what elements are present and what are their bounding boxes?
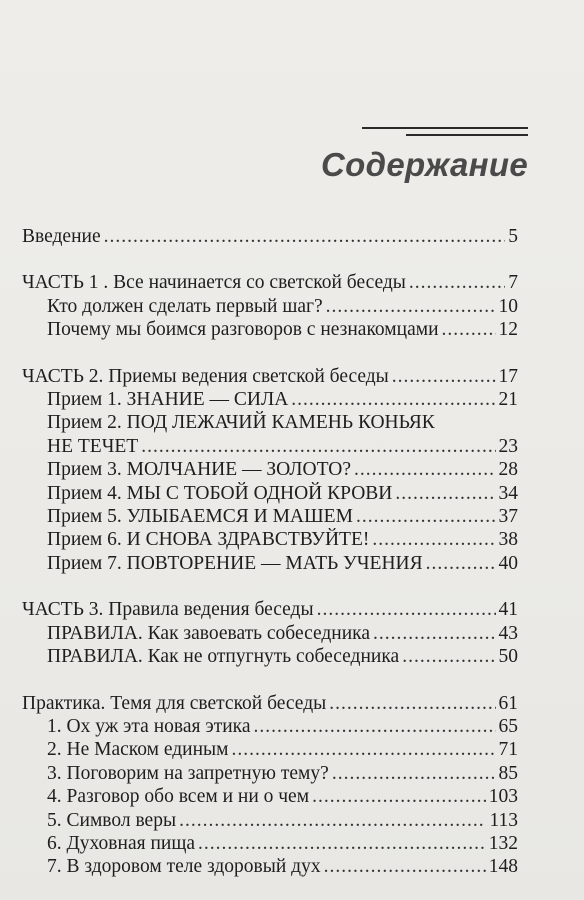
toc-entry-label: Прием 5. УЛЫБАЕМСЯ И МАШЕМ xyxy=(47,506,353,528)
toc-entry-practice xyxy=(22,692,518,715)
toc-page-number: 41 xyxy=(498,599,518,621)
dot-leader xyxy=(332,762,496,785)
toc-subentry xyxy=(22,855,518,878)
toc-entry-label: 1. Ох уж эта новая этика xyxy=(47,715,251,737)
toc-page-number: 113 xyxy=(489,809,518,831)
toc-entry-label: 3. Поговорим на запретную тему? xyxy=(47,762,329,784)
dot-leader xyxy=(254,715,496,738)
toc-entry-intro xyxy=(22,225,518,248)
toc-entry-part3 xyxy=(22,598,518,621)
toc-subentry xyxy=(22,738,518,761)
toc-subentry xyxy=(22,715,518,738)
toc-subentry-multiline xyxy=(22,411,518,434)
toc-entry-label: 4. Разговор обо всем и ни о чем xyxy=(47,786,310,808)
toc-entry-label: ЧАСТЬ 1 . Все начинается со светской беседы xyxy=(22,272,406,294)
toc-page-number: 38 xyxy=(498,529,518,551)
toc-page-number: 17 xyxy=(498,365,518,387)
toc-entry-label: 6. Духовная пища xyxy=(47,832,195,854)
toc-subentry xyxy=(22,785,518,808)
dot-leader xyxy=(317,598,496,621)
toc-subentry xyxy=(22,809,518,832)
toc-entry-label: 5. Символ веры xyxy=(47,809,177,831)
toc-page-number: 34 xyxy=(498,482,518,504)
dot-leader xyxy=(392,365,496,388)
toc-page-number: 40 xyxy=(498,552,518,574)
dot-leader xyxy=(356,505,496,528)
toc-page-number: 5 xyxy=(508,226,518,247)
toc-subentry xyxy=(22,622,518,645)
toc-entry-label: Практика. Темя для светской беседы xyxy=(22,692,327,714)
dot-leader xyxy=(104,225,506,248)
toc-page-number: 148 xyxy=(488,856,518,878)
dot-leader xyxy=(326,295,496,318)
toc-entry-label: Прием 6. И СНОВА ЗДРАВСТВУЙТЕ! xyxy=(47,529,370,551)
dot-leader xyxy=(402,645,495,668)
toc-subentry xyxy=(22,552,518,575)
table-of-contents xyxy=(22,225,518,879)
toc-page-number: 12 xyxy=(498,319,518,341)
dot-leader xyxy=(426,552,496,575)
toc-subentry xyxy=(22,482,518,505)
toc-entry-label: Прием 1. ЗНАНИЕ — СИЛА xyxy=(47,389,289,411)
toc-page-number: 50 xyxy=(498,646,518,668)
decorative-rule-bottom xyxy=(406,134,528,136)
toc-subentry-continuation xyxy=(22,435,518,458)
toc-entry-label: 2. Не Маском единым xyxy=(47,739,229,761)
toc-entry-label: Прием 3. МОЛЧАНИЕ — ЗОЛОТО? xyxy=(47,459,351,481)
toc-subentry xyxy=(22,528,518,551)
toc-subentry xyxy=(22,318,518,341)
toc-entry-part2 xyxy=(22,365,518,388)
toc-page-number: 37 xyxy=(498,506,518,528)
dot-leader xyxy=(179,809,486,832)
toc-page-number: 7 xyxy=(508,272,518,294)
toc-page-number: 61 xyxy=(498,692,518,714)
toc-page-number: 10 xyxy=(498,295,518,317)
toc-page-number: 23 xyxy=(498,435,518,457)
dot-leader xyxy=(372,528,495,551)
toc-entry-label: Введение xyxy=(22,226,101,247)
toc-page-number: 85 xyxy=(498,762,518,784)
toc-entry-label: ПРАВИЛА. Как не отпугнуть собеседника xyxy=(47,646,400,668)
toc-subentry xyxy=(22,645,518,668)
dot-leader xyxy=(312,785,486,808)
toc-page-number: 65 xyxy=(498,715,518,737)
toc-page-number: 21 xyxy=(498,389,518,411)
dot-leader xyxy=(442,318,496,341)
dot-leader xyxy=(231,738,495,761)
toc-entry-label-continued: НЕ ТЕЧЕТ xyxy=(47,435,139,457)
dot-leader xyxy=(198,832,486,855)
toc-subentry xyxy=(22,458,518,481)
toc-page-number: 71 xyxy=(498,739,518,761)
toc-entry-label: 7. В здоровом теле здоровый дух xyxy=(47,856,321,878)
toc-entry-label: ЧАСТЬ 3. Правила ведения беседы xyxy=(22,599,314,621)
toc-entry-label: ПРАВИЛА. Как завоевать собеседника xyxy=(47,622,371,644)
toc-page-number: 28 xyxy=(498,459,518,481)
toc-entry-label: ЧАСТЬ 2. Приемы ведения светской беседы xyxy=(22,365,389,387)
dot-leader xyxy=(141,435,495,458)
toc-entry-label: Кто должен сделать первый шаг? xyxy=(47,295,323,317)
toc-entry-label: Прием 2. ПОД ЛЕЖАЧИЙ КАМЕНЬ КОНЬЯК xyxy=(47,412,435,434)
toc-subentry xyxy=(22,505,518,528)
toc-page-number: 103 xyxy=(488,786,518,808)
dot-leader xyxy=(291,388,495,411)
toc-entry-label: Прием 7. ПОВТОРЕНИЕ — МАТЬ УЧЕНИЯ xyxy=(47,552,423,574)
page-title: Содержание xyxy=(321,146,528,183)
toc-subentry xyxy=(22,762,518,785)
dot-leader xyxy=(409,271,505,294)
dot-leader xyxy=(329,692,495,715)
dot-leader xyxy=(395,482,495,505)
toc-subentry xyxy=(22,832,518,855)
toc-subentry xyxy=(22,295,518,318)
toc-entry-label: Почему мы боимся разговоров с незнакомцами xyxy=(47,319,439,341)
toc-subentry xyxy=(22,388,518,411)
dot-leader xyxy=(324,855,486,878)
dot-leader xyxy=(354,458,496,481)
toc-page-number: 43 xyxy=(498,622,518,644)
dot-leader xyxy=(373,622,495,645)
toc-page-number: 132 xyxy=(488,832,518,854)
toc-entry-part1 xyxy=(22,271,518,294)
decorative-rule-top xyxy=(362,127,528,129)
toc-entry-label: Прием 4. МЫ С ТОБОЙ ОДНОЙ КРОВИ xyxy=(47,482,393,504)
